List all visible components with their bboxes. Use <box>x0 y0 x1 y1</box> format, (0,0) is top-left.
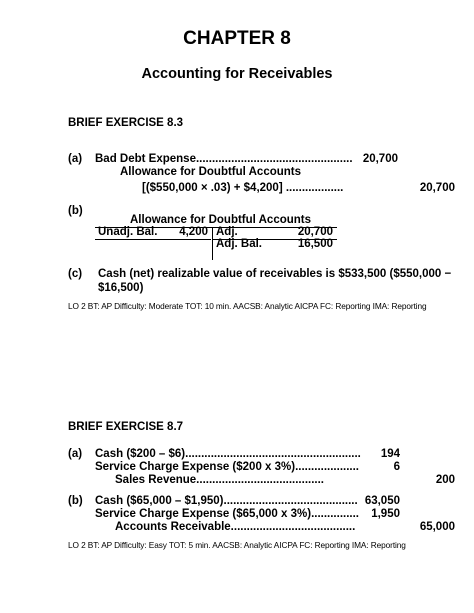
journal-line-cash: Cash ($65,000 – $1,950).......................................... <box>95 495 358 507</box>
journal-line-bad-debt-expense: Bad Debt Expense................................................. <box>95 153 353 165</box>
chapter-subtitle: Accounting for Receivables <box>141 66 333 82</box>
part-a-label: (a) <box>68 448 83 460</box>
journal-line-service-charge: Service Charge Expense ($65,000 x 3%)............... <box>95 508 359 520</box>
credit-amount: 20,700 <box>419 182 455 194</box>
taccount-left-underline <box>95 239 211 240</box>
taccount-right-value-adj: 20,700 <box>297 226 333 238</box>
journal-line-service-charge: Service Charge Expense ($200 x 3%).................... <box>95 461 359 473</box>
debit-amount: 6 <box>393 461 400 473</box>
taccount-left-label: Unadj. Bal. <box>98 226 158 238</box>
journal-line-cash: Cash ($200 – $6)....................................................... <box>95 448 361 460</box>
taccount-center-line <box>212 227 213 260</box>
journal-line-calculation: [($550,000 × .03) + $4,200] .................. <box>142 182 344 194</box>
taccount-right-label-balance: Adj. Bal. <box>216 238 263 250</box>
debit-amount: 63,050 <box>364 495 400 507</box>
part-c-label: (c) <box>68 268 83 280</box>
exercise-8-3-heading: BRIEF EXERCISE 8.3 <box>68 117 184 129</box>
debit-amount: 194 <box>380 448 400 460</box>
part-b-label: (b) <box>68 495 83 507</box>
credit-amount: 200 <box>435 474 455 486</box>
chapter-title: CHAPTER 8 <box>183 28 291 49</box>
journal-line-sales-revenue: Sales Revenue........................................ <box>115 474 324 486</box>
credit-amount: 65,000 <box>419 521 455 533</box>
taccount-title: Allowance for Doubtful Accounts <box>130 214 312 226</box>
taccount-left-value: 4,200 <box>179 226 208 238</box>
part-b-label: (b) <box>68 205 83 217</box>
part-a-label: (a) <box>68 153 83 165</box>
debit-amount: 1,950 <box>371 508 400 520</box>
taccount-right-value-balance: 16,500 <box>297 238 333 250</box>
taccount-right-label-adj: Adj. <box>216 226 238 238</box>
realizable-value-line-1: Cash (net) realizable value of receivables is $533,500 ($550,000 − <box>98 268 452 280</box>
exercise-8-3-meta: LO 2 BT: AP Difficulty: Moderate TOT: 10 min. AACSB: Analytic AICPA FC: Reporting IMA: Reporting <box>68 301 427 311</box>
realizable-value-line-2: $16,500) <box>98 282 144 294</box>
exercise-8-7-meta: LO 2 BT: AP Difficulty: Easy TOT: 5 min. AACSB: Analytic AICPA FC: Reporting IMA: Reporting <box>68 540 406 550</box>
journal-line-allowance: Allowance for Doubtful Accounts <box>120 166 302 178</box>
journal-line-accounts-receivable: Accounts Receivable....................................... <box>115 521 356 533</box>
exercise-8-7-heading: BRIEF EXERCISE 8.7 <box>68 421 184 433</box>
debit-amount: 20,700 <box>362 153 398 165</box>
